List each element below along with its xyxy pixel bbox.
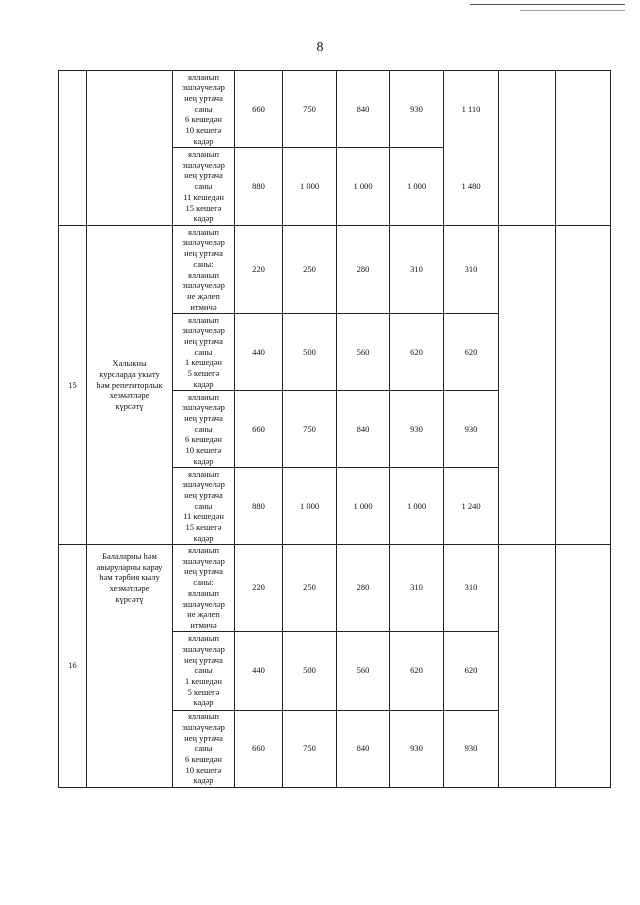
tariff-value: 840 [337, 391, 390, 468]
tariff-value: 220 [235, 226, 283, 314]
tariff-value: 440 [235, 631, 283, 710]
tariff-value: 930 [444, 710, 499, 787]
tariff-value: 250 [283, 226, 337, 314]
tariff-value: 310 [444, 226, 499, 314]
tariff-value: 840 [337, 710, 390, 787]
top-rule [470, 4, 625, 5]
tariff-value: 930 [390, 391, 444, 468]
tariff-value: 660 [235, 71, 283, 148]
tariff-table [58, 70, 611, 788]
service-name [87, 71, 173, 226]
tariff-value: 1 480 [444, 148, 499, 226]
tariff-value: 880 [235, 148, 283, 226]
tariff-value: 750 [283, 71, 337, 148]
tariff-value: 250 [283, 545, 337, 632]
tariff-value: 1 110 [444, 71, 499, 148]
employee-condition: ялланып эшләүчеләр нең уртача саны 6 кешедән 10 кешегә кадәр [173, 391, 235, 468]
tariff-value: 310 [444, 545, 499, 632]
employee-condition: ялланып эшләүчеләр нең уртача саны: ялланып эшләүчеләр не җәлеп итмичә [173, 226, 235, 314]
tariff-value: 1 000 [337, 148, 390, 226]
employee-condition: ялланып эшләүчеләр нең уртача саны 6 кешедән 10 кешегә кадәр [173, 710, 235, 787]
tariff-value: 310 [390, 545, 444, 632]
tariff-value: 560 [337, 631, 390, 710]
employee-condition: ялланып эшләүчеләр нең уртача саны 6 кешедән 10 кешегә кадәр [173, 71, 235, 148]
tariff-value: 930 [444, 391, 499, 468]
tariff-value: 880 [235, 468, 283, 545]
empty-cell [556, 545, 611, 788]
employee-condition: ялланып эшләүчеләр нең уртача саны 1 кешедән 5 кешегә кадәр [173, 631, 235, 710]
employee-condition: ялланып эшләүчеләр нең уртача саны 11 кешедән 15 кешегә кадәр [173, 148, 235, 226]
tariff-value: 840 [337, 71, 390, 148]
row-number: 15 [59, 226, 87, 545]
tariff-value: 280 [337, 545, 390, 632]
empty-cell [556, 226, 611, 545]
tariff-value: 500 [283, 314, 337, 391]
tariff-value: 750 [283, 391, 337, 468]
row-number: 16 [59, 545, 87, 788]
tariff-value: 930 [390, 71, 444, 148]
tariff-value: 620 [390, 631, 444, 710]
tariff-value: 620 [444, 631, 499, 710]
row-number [59, 71, 87, 226]
top-rule-short [520, 10, 625, 11]
employee-condition: ялланып эшләүчеләр нең уртача саны 11 кешедән 15 кешегә кадәр [173, 468, 235, 545]
tariff-value: 220 [235, 545, 283, 632]
empty-cell [499, 226, 556, 545]
tariff-value: 620 [444, 314, 499, 391]
tariff-value: 1 000 [283, 468, 337, 545]
tariff-value: 440 [235, 314, 283, 391]
tariff-value: 660 [235, 710, 283, 787]
tariff-value: 280 [337, 226, 390, 314]
tariff-value: 620 [390, 314, 444, 391]
tariff-value: 930 [390, 710, 444, 787]
empty-cell [499, 71, 556, 226]
page-number: 8 [316, 40, 324, 55]
employee-condition: ялланып эшләүчеләр нең уртача саны 1 кешедән 5 кешегә кадәр [173, 314, 235, 391]
tariff-value: 560 [337, 314, 390, 391]
tariff-value: 310 [390, 226, 444, 314]
tariff-value: 750 [283, 710, 337, 787]
tariff-value: 1 000 [390, 468, 444, 545]
employee-condition: ялланып эшләүчеләр нең уртача саны: ялланып эшләүчеләр не җәлеп итмичә [173, 545, 235, 632]
service-name: Балаларны һәм авыруларны карау һәм тәрбия кылу хезмәтләре күрсәтү [87, 545, 173, 788]
service-name: Халыкны курсларда укыту һәм репетиторлык хезмәтләре күрсәтү [87, 226, 173, 545]
tariff-value: 500 [283, 631, 337, 710]
tariff-value: 1 240 [444, 468, 499, 545]
table-row [59, 545, 611, 632]
table-row [59, 226, 611, 314]
tariff-value: 1 000 [337, 468, 390, 545]
tariff-value: 1 000 [390, 148, 444, 226]
empty-cell [499, 545, 556, 788]
tariff-value: 1 000 [283, 148, 337, 226]
empty-cell [556, 71, 611, 226]
tariff-value: 660 [235, 391, 283, 468]
table-row [59, 71, 611, 148]
